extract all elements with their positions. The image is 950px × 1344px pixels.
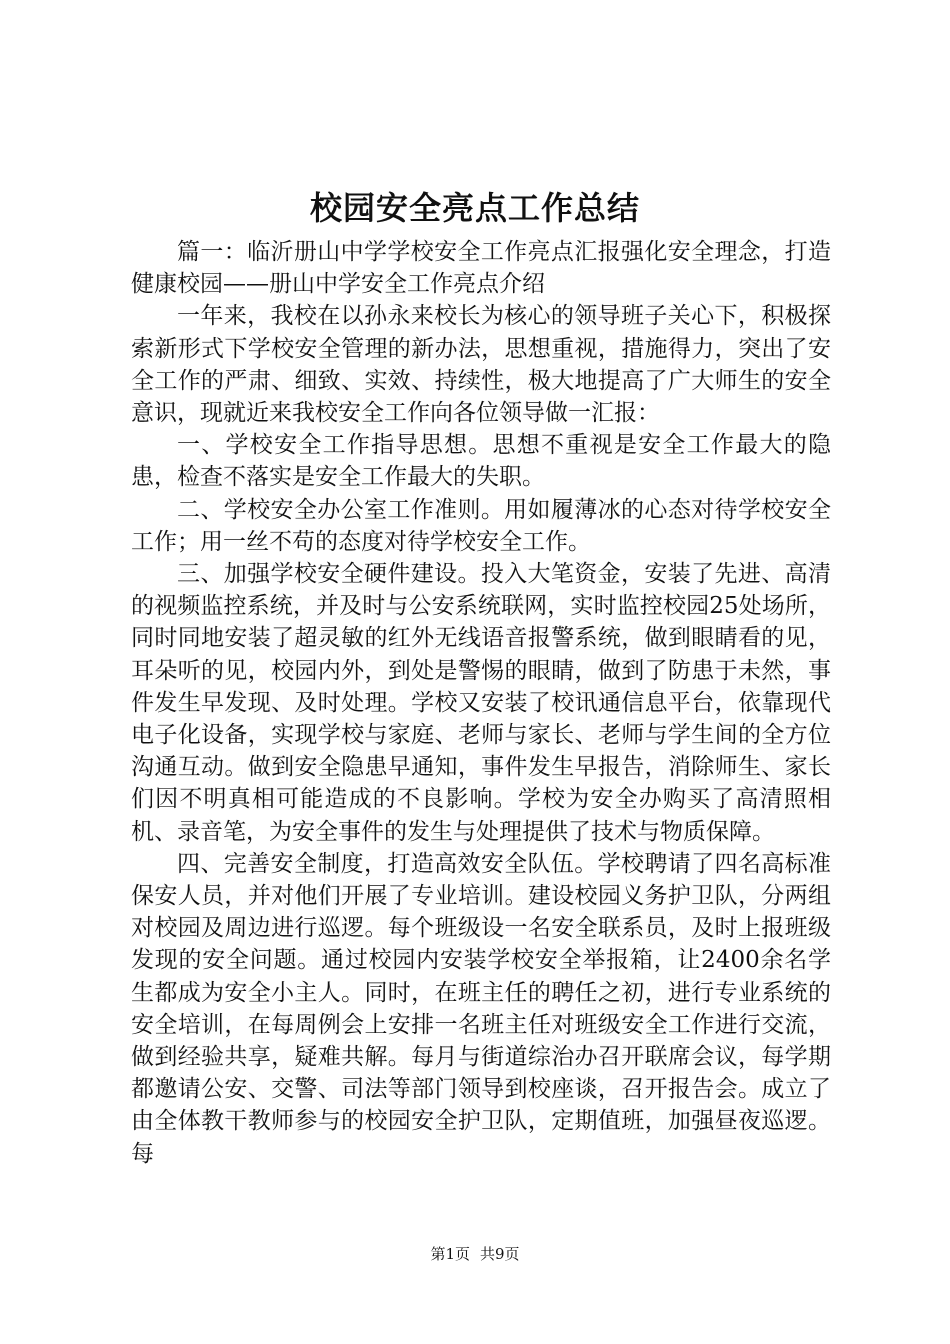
document-body	[131, 236, 831, 1170]
paragraph-section-2: 二、学校安全办公室工作准则。用如履薄冰的心态对待学校安全工作；用一丝不苟的态度对待学校安全工作。	[131, 496, 831, 555]
paragraph-intro: 篇一：临沂册山中学学校安全工作亮点汇报强化安全理念，打造健康校园——册山中学安全工作亮点介绍	[131, 239, 831, 298]
page-number: 第1页	[430, 1245, 470, 1263]
page-footer	[0, 1244, 950, 1264]
paragraph-section-4: 四、完善安全制度，打造高效安全队伍。学校聘请了四名高标准保安人员，并对他们开展了专业培训。建设校园义务护卫队，分两组对校园及周边进行巡逻。每个班级设一名安全联系员，及时上报班级发现的安全问题。通过校园内安装学校安全举报箱，让2400余名学生都成为安全小主人。同时，在班主任的聘任之初，进行专业系统的安全培训，在每周例会上安排一名班主任对班级安全工作进行交流，做到经验共享，疑难共解。每月与街道综治办召开联席会议，每学期都邀请公安、交警、司法等部门领导到校座谈，召开报告会。成立了由全体教干教师参与的校园安全护卫队，定期值班，加强昼夜巡逻。每	[131, 850, 831, 1167]
document-title: 校园安全亮点工作总结	[309, 189, 640, 227]
paragraph-overview: 一年来，我校在以孙永来校长为核心的领导班子关心下，积极探索新形式下学校安全管理的新办法，思想重视，措施得力，突出了安全工作的严肃、细致、实效、持续性，极大地提高了广大师生的安全意识，现就近来我校安全工作向各位领导做一汇报：	[131, 303, 831, 427]
paragraph-section-3: 三、加强学校安全硬件建设。投入大笔资金，安装了先进、高清的视频监控系统，并及时与公安系统联网，实时监控校园25处场所，同时同地安装了超灵敏的红外无线语音报警系统，做到眼睛看的见，耳朵听的见，校园内外，到处是警惕的眼睛，做到了防患于未然，事件发生早发现、及时处理。学校又安装了校讯通信息平台，依靠现代电子化设备，实现学校与家庭、老师与家长、老师与学生间的全方位沟通互动。做到安全隐患早通知，事件发生早报告，消除师生、家长们因不明真相可能造成的不良影响。学校为安全办购买了高清照相机、录音笔，为安全事件的发生与处理提供了技术与物质保障。	[131, 561, 831, 845]
paragraph-section-1: 一、学校安全工作指导思想。思想不重视是安全工作最大的隐患，检查不落实是安全工作最大的失职。	[131, 432, 831, 491]
page-total: 共9页	[480, 1245, 520, 1263]
